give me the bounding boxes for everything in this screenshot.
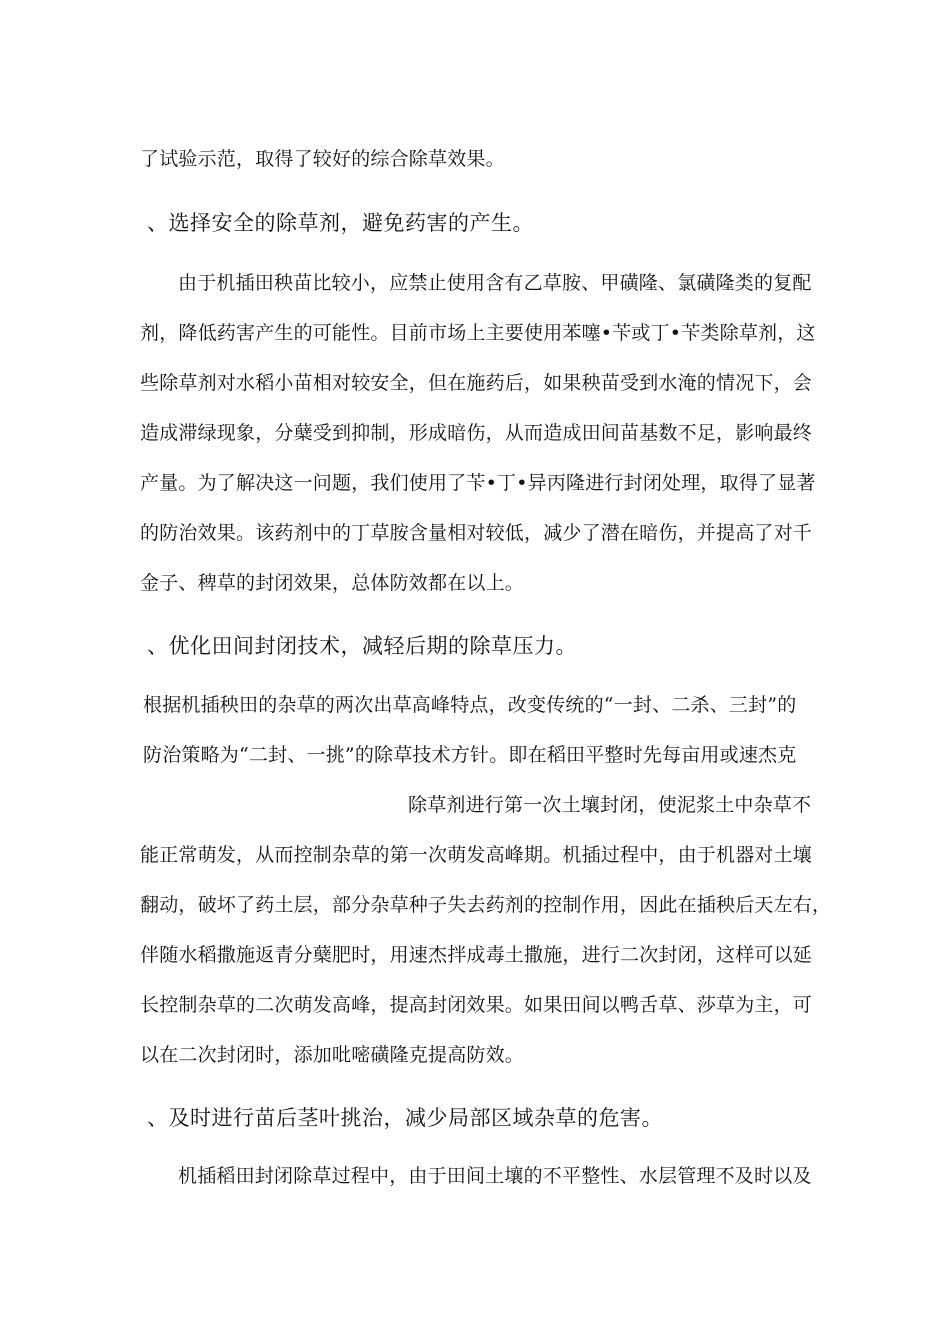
- paragraph-line: 金子、稗草的封闭效果，总体防效都在以上。: [140, 572, 525, 594]
- paragraph-line: 翻动，破坏了药土层，部分杂草种子失去药剂的控制作用，因此在插秧后天左右，: [140, 894, 832, 916]
- paragraph-line: 剂，降低药害产生的可能性。目前市场上主要使用苯噻•苄或丁•苄类除草剂，这: [140, 322, 816, 344]
- paragraph-line: 由于机插田秧苗比较小，应禁止使用含有乙草胺、甲磺隆、氯磺隆类的复配: [178, 272, 812, 294]
- intro-paragraph-line: 了试验示范，取得了较好的综合除草效果。: [140, 148, 505, 170]
- paragraph-line: 能正常萌发，从而控制杂草的第一次萌发高峰期。机插过程中，由于机器对土壤: [140, 844, 813, 866]
- paragraph-line: 些除草剂对水稻小苗相对较安全，但在施药后，如果秧苗受到水淹的情况下，会: [140, 372, 813, 394]
- paragraph-line: 防治策略为“二封、一挑”的除草技术方针。即在稻田平整时先每亩用或速杰克: [143, 744, 797, 766]
- paragraph-line: 的防治效果。该药剂中的丁草胺含量相对较低，减少了潜在暗伤，并提高了对千: [140, 522, 813, 544]
- paragraph-line: 机插稻田封闭除草过程中，由于田间土壤的不平整性、水层管理不及时以及: [178, 1165, 812, 1187]
- section-heading-2: 、优化田间封闭技术，减轻后期的除草压力。: [147, 634, 577, 658]
- section-heading-3: 、及时进行苗后茎叶挑治，减少局部区域杂草的危害。: [147, 1106, 663, 1130]
- paragraph-line: 除草剂进行第一次土壤封闭，使泥浆土中杂草不: [408, 794, 812, 816]
- paragraph-line: 伴随水稻撒施返青分蘖肥时，用速杰拌成毒土撒施，进行二次封闭，这样可以延: [140, 944, 813, 966]
- paragraph-line: 以在二次封闭时，添加吡嘧磺隆克提高防效。: [140, 1044, 525, 1066]
- section-heading-1: 、选择安全的除草剂，避免药害的产生。: [147, 211, 534, 235]
- paragraph-line: 根据机插秧田的杂草的两次出草高峰特点，改变传统的“一封、二杀、三封”的: [143, 694, 797, 716]
- paragraph-line: 长控制杂草的二次萌发高峰，提高封闭效果。如果田间以鸭舌草、莎草为主，可: [140, 994, 813, 1016]
- paragraph-line: 造成滞绿现象，分蘖受到抑制，形成暗伤，从而造成田间苗基数不足，影响最终: [140, 422, 813, 444]
- paragraph-line: 产量。为了解决这一问题，我们使用了苄•丁•异丙隆进行封闭处理，取得了显著: [140, 472, 816, 494]
